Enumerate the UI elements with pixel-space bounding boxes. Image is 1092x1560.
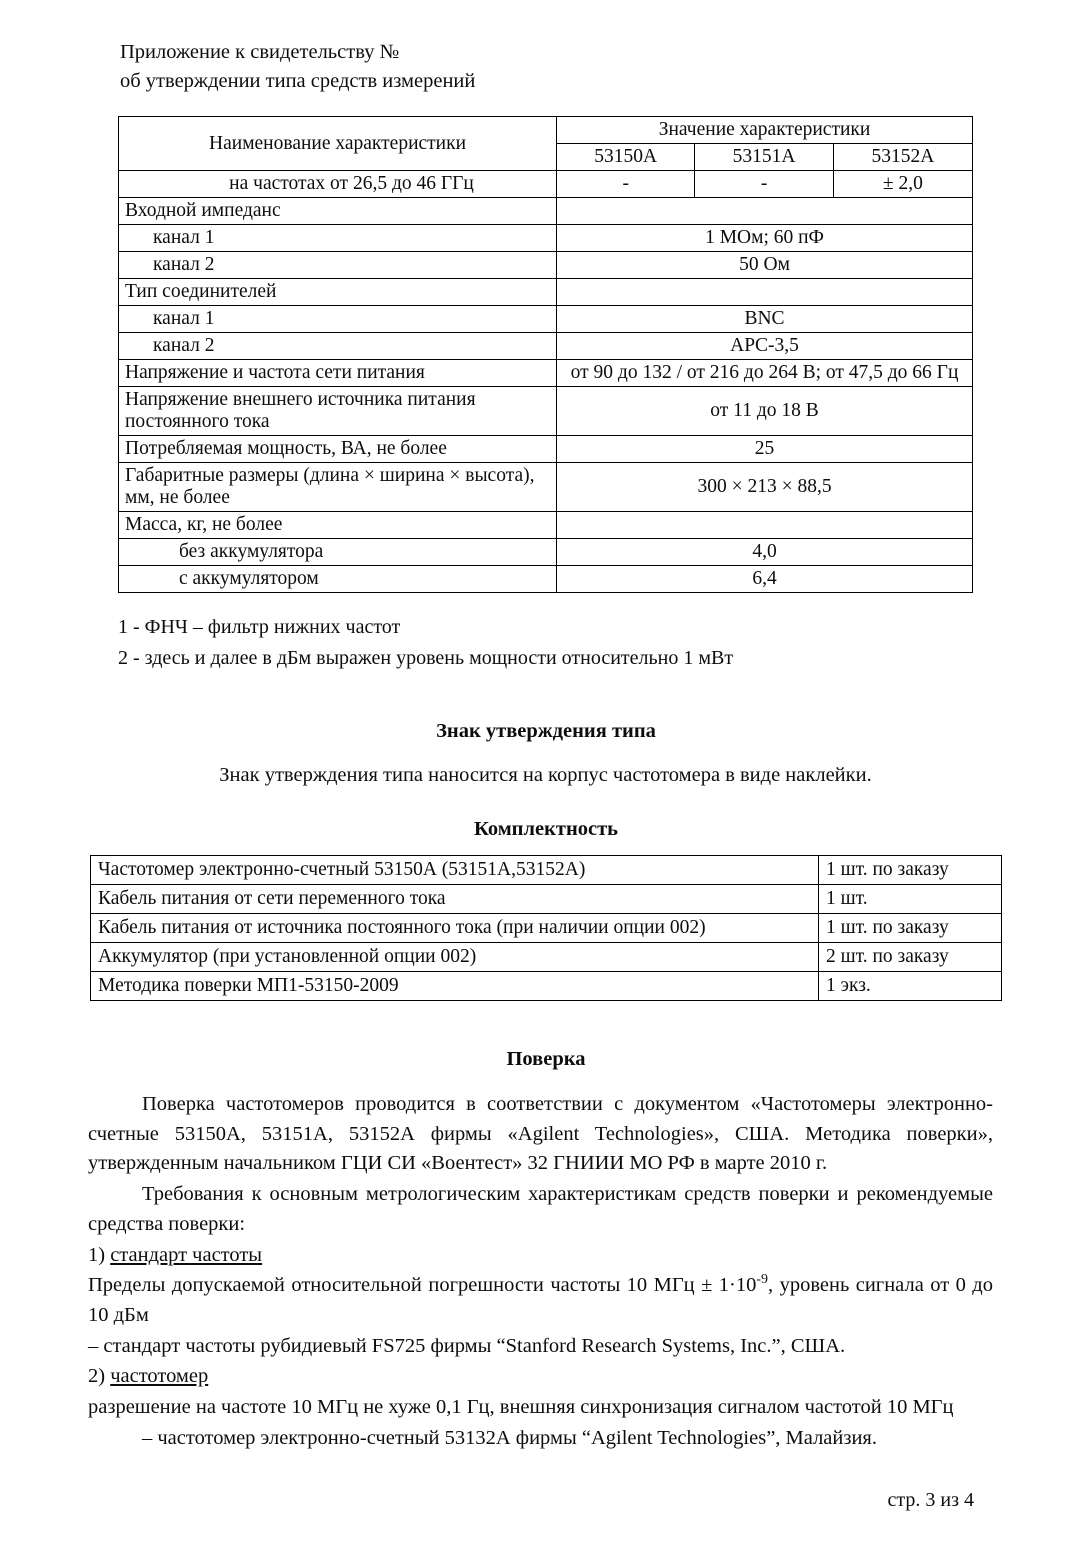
table-row	[91, 856, 1002, 885]
table-row	[119, 512, 973, 539]
document-header	[120, 38, 475, 96]
row-value: 6,4	[557, 566, 973, 593]
row-value	[557, 279, 973, 306]
kit-qty: 1 экз.	[819, 972, 1002, 1001]
row-name: канал 2	[119, 252, 557, 279]
row-name: канал 1	[119, 306, 557, 333]
completeness-table	[90, 855, 1002, 1001]
page-number: стр. 3 из 4	[887, 1489, 974, 1511]
row-name: Масса, кг, не более	[119, 512, 557, 539]
row-value: от 11 до 18 В	[557, 387, 973, 436]
row-value: 4,0	[557, 539, 973, 566]
table-row	[119, 436, 973, 463]
row-value	[557, 512, 973, 539]
row-value: BNC	[557, 306, 973, 333]
table-row	[91, 943, 1002, 972]
row-name: Потребляемая мощность, ВА, не более	[119, 436, 557, 463]
kit-item: Кабель питания от сети переменного тока	[91, 885, 819, 914]
table-header-row	[119, 117, 973, 144]
table-row	[119, 252, 973, 279]
item-2-label: 2)	[88, 1365, 111, 1388]
table-row	[119, 566, 973, 593]
table-row	[91, 914, 1002, 943]
row-name: Напряжение внешнего источника питания постоянного тока	[119, 387, 557, 436]
table-row	[119, 463, 973, 512]
model-53152a: 53152A	[833, 144, 972, 171]
table-row	[119, 279, 973, 306]
header-line-1: Приложение к свидетельству №	[120, 41, 400, 63]
row-value: 1 МОм; 60 пФ	[557, 225, 973, 252]
verification-item-1-heading	[88, 1241, 993, 1271]
item-1-underline: стандарт частоты	[110, 1243, 263, 1266]
table-row	[119, 171, 973, 198]
row-name: с аккумулятором	[119, 566, 557, 593]
table-row	[119, 387, 973, 436]
kit-qty: 1 шт.	[819, 885, 1002, 914]
verification-body	[88, 1090, 993, 1455]
row-name: без аккумулятора	[119, 539, 557, 566]
kit-item: Методика поверки МП1-53150-2009	[91, 972, 819, 1001]
kit-item: Аккумулятор (при установленной опции 002)	[91, 943, 819, 972]
verification-paragraph-2: Требования к основным метрологическим характеристикам средств поверки и рекомендуемые средства поверки:	[88, 1183, 993, 1235]
table-row	[119, 225, 973, 252]
verification-paragraph-1: Поверка частотомеров проводится в соответствии с документом «Частотомеры электронно-счетные 53150А, 53151А, 53152А фирмы «Agilent Technologies», США. Методика поверки», утвержденным начальником ГЦИ СИ «Воентест» 32 ГНИИИ МО РФ в марте 2010 г.	[88, 1093, 993, 1175]
table-row	[91, 885, 1002, 914]
table-row	[119, 333, 973, 360]
item-1-text-b: , уровень сигнала от 0 до 10 дБм	[88, 1274, 993, 1327]
kit-item: Частотомер электронно-счетный 53150А (53151А,53152А)	[91, 856, 819, 885]
table-row	[119, 306, 973, 333]
approval-section-text: Знак утверждения типа наносится на корпус частотомера в виде наклейки.	[219, 764, 872, 786]
model-53151a: 53151A	[695, 144, 833, 171]
row-value-53150a: -	[557, 171, 695, 198]
kit-qty: 2 шт. по заказу	[819, 943, 1002, 972]
model-53150a: 53150A	[557, 144, 695, 171]
row-value-53151a: -	[695, 171, 833, 198]
approval-section-title: Знак утверждения типа	[436, 720, 656, 742]
row-name: Напряжение и частота сети питания	[119, 360, 557, 387]
item-1-exponent: -9	[756, 1272, 768, 1288]
table-row	[119, 539, 973, 566]
row-name: Тип соединителей	[119, 279, 557, 306]
characteristics-table	[118, 116, 973, 593]
row-name: на частотах от 26,5 до 46 ГГц	[119, 171, 557, 198]
verification-item-1-text	[88, 1271, 993, 1330]
row-value: 300 × 213 × 88,5	[557, 463, 973, 512]
row-name: Входной импеданс	[119, 198, 557, 225]
kit-qty: 1 шт. по заказу	[819, 914, 1002, 943]
row-value: 50 Ом	[557, 252, 973, 279]
table-row	[91, 972, 1002, 1001]
footnote-2: 2 - здесь и далее в дБм выражен уровень мощности относительно 1 мВт	[118, 647, 734, 669]
item-1-label: 1)	[88, 1243, 111, 1266]
kit-qty: 1 шт. по заказу	[819, 856, 1002, 885]
row-value: 25	[557, 436, 973, 463]
verification-item-2-device: – частотомер электронно-счетный 53132А фирмы “Agilent Technologies”, Малайзия.	[142, 1426, 877, 1449]
header-line-2: об утверждении типа средств измерений	[120, 70, 476, 93]
row-value: от 90 до 132 / от 216 до 264 В; от 47,5 до 66 Гц	[557, 360, 973, 387]
header-cell-value: Значение характеристики	[557, 117, 973, 144]
verification-section-title: Поверка	[506, 1048, 586, 1070]
row-value: APC-3,5	[557, 333, 973, 360]
verification-item-2-text: разрешение на частоте 10 МГц не хуже 0,1 Гц, внешняя синхронизация сигналом частотой 10 МГц	[88, 1396, 954, 1419]
table-footnotes	[118, 612, 733, 674]
kit-item: Кабель питания от источника постоянного тока (при наличии опции 002)	[91, 914, 819, 943]
verification-item-2-heading	[88, 1362, 993, 1392]
row-name: канал 2	[119, 333, 557, 360]
row-name: канал 1	[119, 225, 557, 252]
item-1-text-a: Пределы допускаемой относительной погрешности частоты 10 МГц ± 1·10	[88, 1274, 757, 1297]
item-2-underline: частотомер	[110, 1365, 209, 1388]
table-row	[119, 198, 973, 225]
row-name: Габаритные размеры (длина × ширина × высота), мм, не более	[119, 463, 557, 512]
table-row	[119, 360, 973, 387]
footnote-1: 1 - ФНЧ – фильтр нижних частот	[118, 616, 401, 638]
header-cell-name: Наименование характеристики	[119, 117, 557, 171]
kit-section-title: Комплектность	[473, 818, 619, 840]
row-value-53152a: ± 2,0	[833, 171, 972, 198]
verification-item-1-device: – стандарт частоты рубидиевый FS725 фирмы “Stanford Research Systems, Inc.”, США.	[88, 1334, 846, 1357]
row-value	[557, 198, 973, 225]
